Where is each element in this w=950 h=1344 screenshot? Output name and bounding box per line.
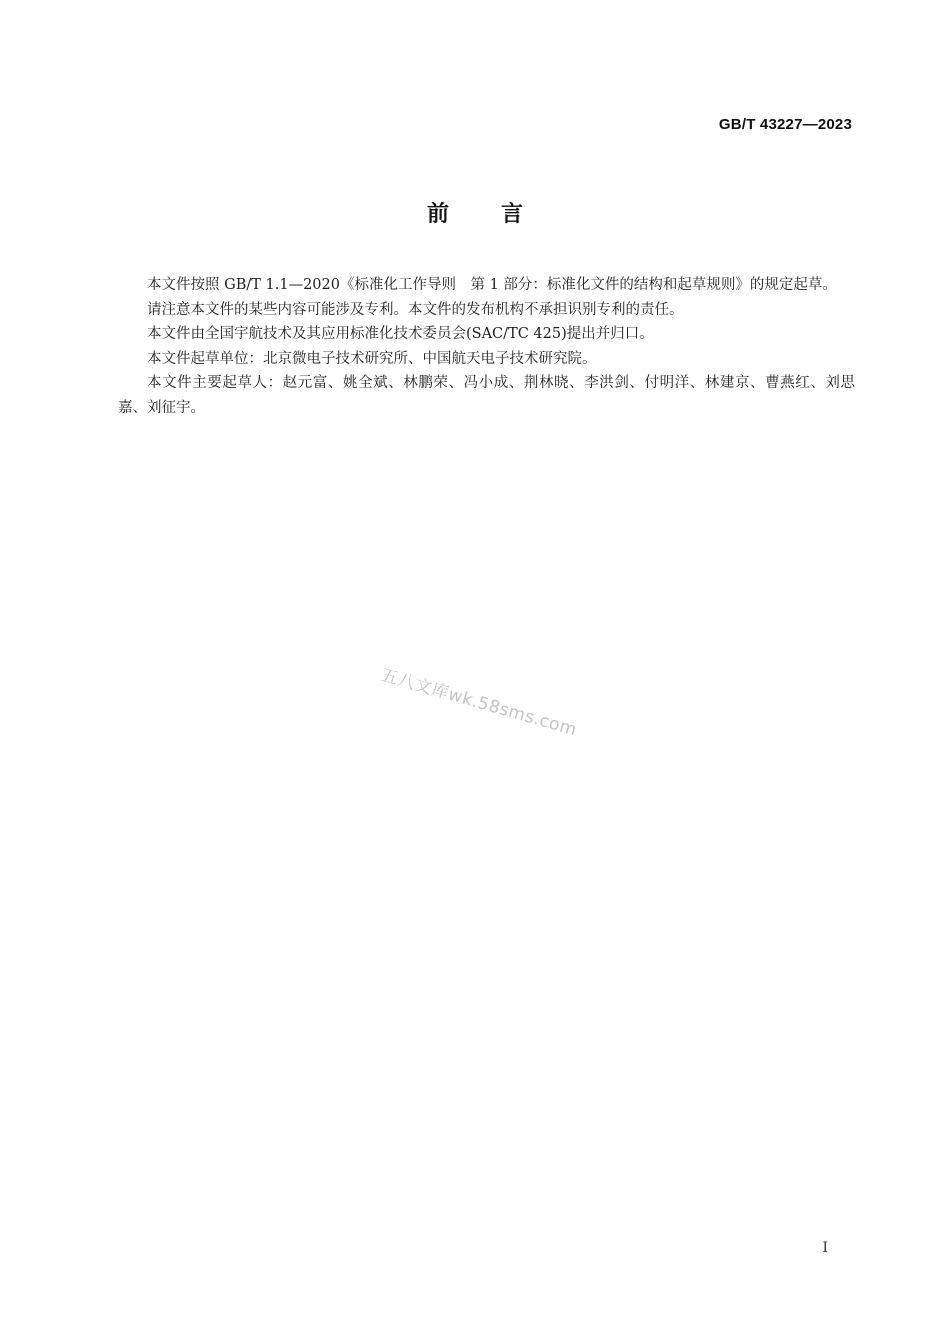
- paragraph-drafting-units: 本文件起草单位：北京微电子技术研究所、中国航天电子技术研究院。: [147, 350, 597, 367]
- paragraph-proposer: 本文件由全国宇航技术及其应用标准化技术委员会(SAC/TC 425)提出并归口。: [147, 326, 654, 343]
- paragraph-drafting-rules: 本文件按照 GB/T 1.1—2020《标准化工作导则 第 1 部分：标准化文件的结构和起草规则》的规定起草。: [147, 277, 837, 293]
- standard-number: GB/T 43227—2023: [718, 116, 852, 133]
- paragraph-drafters: 本文件主要起草人：赵元富、姚全斌、林鹏荣、冯小成、荆林晓、李洪剑、付明洋、林建京、曹燕红、刘思嘉、刘征宇。: [118, 375, 855, 416]
- paragraph-patent-notice: 请注意本文件的某些内容可能涉及专利。本文件的发布机构不承担识别专利的责任。: [147, 301, 684, 318]
- watermark: 五八文库wk.58sms.com: [378, 665, 579, 741]
- page-number: I: [822, 1240, 828, 1256]
- foreword-body: [118, 273, 855, 421]
- page-title: 前言: [426, 202, 575, 227]
